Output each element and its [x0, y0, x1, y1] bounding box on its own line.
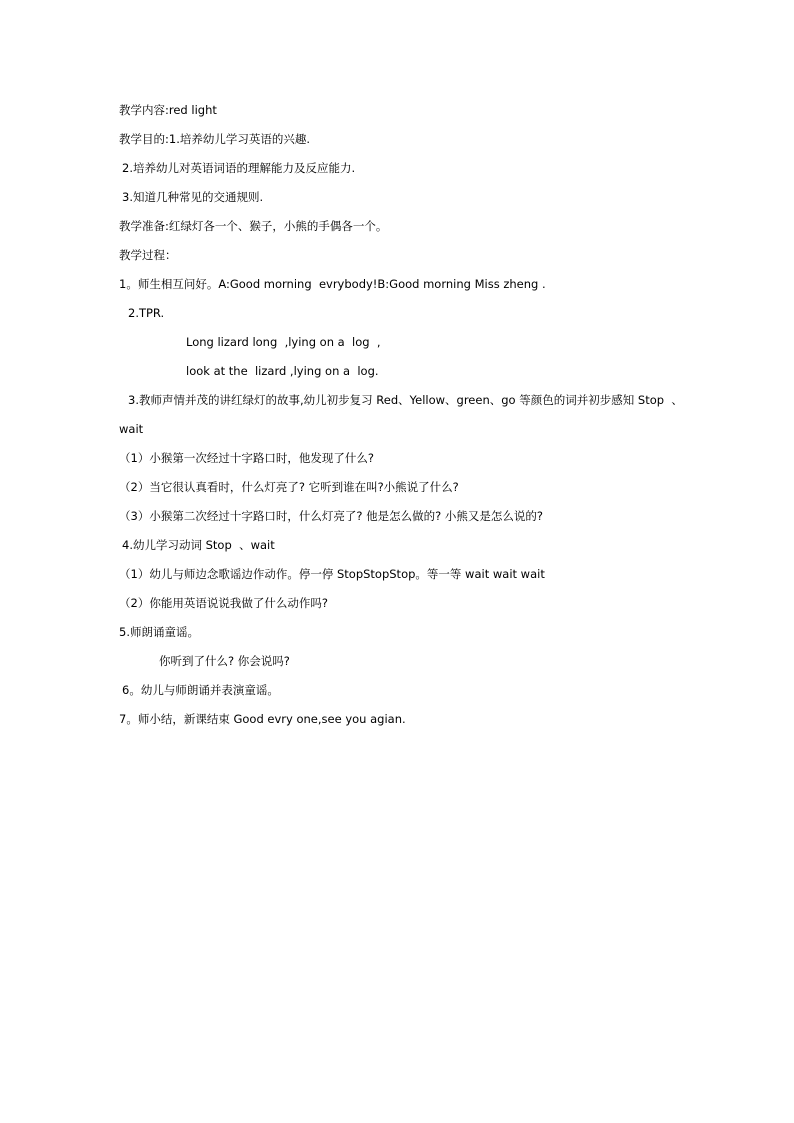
process-step-3: 3.教师声情并茂的讲红绿灯的故事,幼儿初步复习 Red、Yellow、green、go 等颜色的词并初步感知 Stop 、 [128, 393, 683, 407]
objective-item-3: 3.知道几种常见的交通规则. [122, 190, 264, 204]
chant-line-2: look at the lizard ,lying on a log. [186, 364, 379, 378]
objective-line: 教学目的:1.培养幼儿学习英语的兴趣. [119, 132, 311, 146]
process-step-4: 4.幼儿学习动词 Stop 、wait [122, 538, 275, 552]
process-step-5: 5.师朗诵童谣。 [119, 625, 199, 639]
objective-item-2: 2.培养幼儿对英语词语的理解能力及反应能力. [122, 161, 356, 175]
process-step-1: 1。师生相互问好。A:Good morning evrybody!B:Good morning Miss zheng . [119, 277, 546, 291]
question-2: （2）当它很认真看时，什么灯亮了? 它听到谁在叫?小熊说了什么? [119, 480, 459, 494]
activity-1: （1）幼儿与师边念歌谣边作动作。停一停 StopStopStop。等一等 wait wait wait [119, 567, 545, 581]
question-3: （3）小猴第二次经过十字路口时，什么灯亮了? 他是怎么做的? 小熊又是怎么说的? [119, 509, 543, 523]
process-step-7: 7。师小结，新课结束 Good evry one,see you agian. [119, 712, 406, 726]
question-1: （1）小猴第一次经过十字路口时，他发现了什么? [119, 451, 374, 465]
process-heading: 教学过程： [119, 248, 177, 262]
process-step-2: 2.TPR. [128, 306, 165, 320]
process-step-5-question: 你听到了什么? 你会说吗? [159, 654, 290, 668]
process-step-3-continued: wait [119, 422, 144, 436]
content-line: 教学内容:red light [119, 103, 217, 117]
preparation-line: 教学准备:红绿灯各一个、猴子，小熊的手偶各一个。 [119, 219, 388, 233]
chant-line-1: Long lizard long ,lying on a log , [186, 335, 381, 349]
process-step-6: 6。幼儿与师朗诵并表演童谣。 [122, 683, 279, 697]
activity-2: （2）你能用英语说说我做了什么动作吗? [119, 596, 328, 610]
